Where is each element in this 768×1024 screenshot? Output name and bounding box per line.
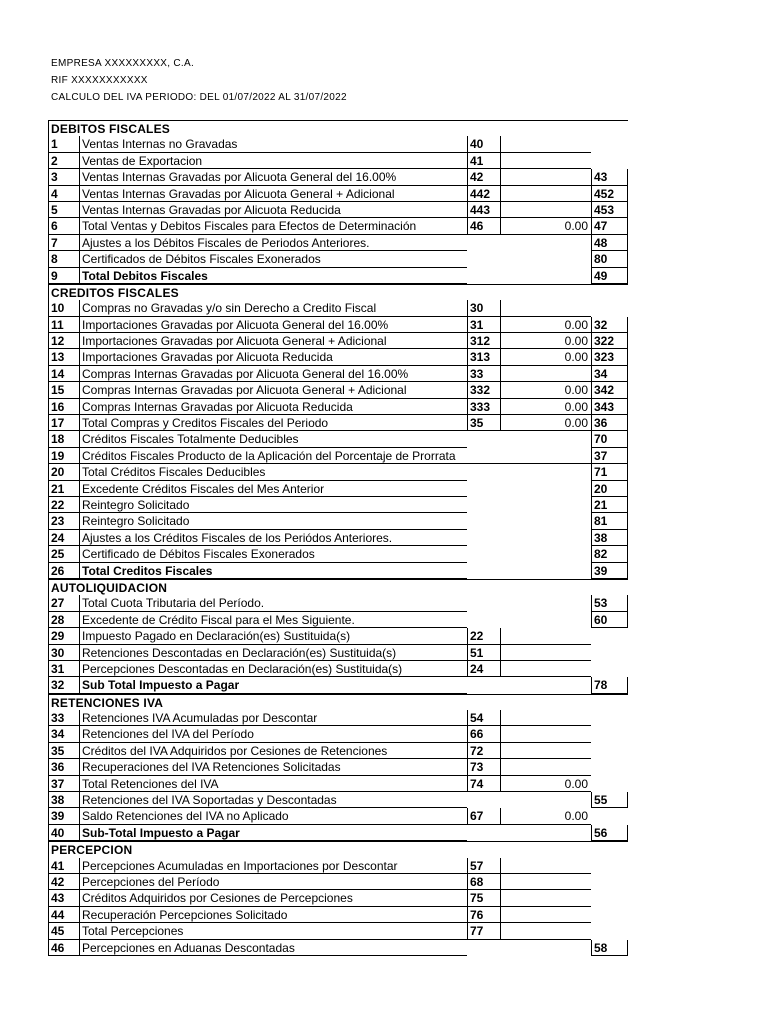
- line-description: Impuesto Pagado en Declaración(es) Sustituida(s): [79, 628, 467, 644]
- section-header-row: [48, 579, 628, 595]
- table-row: [48, 481, 628, 497]
- total-code: 343: [591, 399, 628, 415]
- total-code: 43: [591, 169, 628, 185]
- table-row: [48, 251, 628, 267]
- line-number: 7: [48, 235, 79, 251]
- field-code: 73: [467, 759, 500, 775]
- table-row: [48, 317, 628, 333]
- total-code: 47: [591, 218, 628, 234]
- line-description: Ajustes a los Créditos Fiscales de los Periódos Anteriores.: [79, 530, 467, 546]
- table-row: [48, 776, 628, 792]
- line-number: 17: [48, 415, 79, 431]
- field-code: 76: [467, 907, 500, 923]
- table-row: [48, 235, 628, 251]
- field-code: 31: [467, 317, 500, 333]
- line-description: Sub Total Impuesto a Pagar: [79, 677, 467, 693]
- line-description: Recuperaciones del IVA Retenciones Solicitadas: [79, 759, 467, 775]
- table-row: [48, 628, 628, 644]
- section-header-row: [48, 284, 628, 300]
- total-code: 49: [591, 268, 628, 284]
- table-row: [48, 710, 628, 726]
- section-title: AUTOLIQUIDACION: [48, 579, 628, 595]
- table-row: [48, 677, 628, 693]
- field-code: 312: [467, 333, 500, 349]
- line-number: 24: [48, 530, 79, 546]
- table-row: [48, 464, 628, 480]
- line-number: 22: [48, 497, 79, 513]
- field-code: 66: [467, 726, 500, 742]
- line-number: 43: [48, 890, 79, 906]
- table-row: [48, 202, 628, 218]
- line-description: Importaciones Gravadas por Alicuota General + Adicional: [79, 333, 467, 349]
- total-code: 55: [591, 792, 628, 808]
- total-code: 322: [591, 333, 628, 349]
- field-amount: [500, 923, 591, 939]
- field-amount: [500, 202, 591, 218]
- total-code: 82: [591, 546, 628, 562]
- line-number: 6: [48, 218, 79, 234]
- company-rif: RIF XXXXXXXXXXX: [51, 75, 148, 86]
- table-row: [48, 497, 628, 513]
- line-description: Retenciones del IVA del Período: [79, 726, 467, 742]
- field-code: 42: [467, 169, 500, 185]
- section-title: RETENCIONES IVA: [48, 694, 628, 710]
- field-amount: [500, 759, 591, 775]
- line-description: Compras Internas Gravadas por Alicuota General del 16.00%: [79, 366, 467, 382]
- company-name: EMPRESA XXXXXXXXX, C.A.: [51, 58, 195, 69]
- table-row: [48, 169, 628, 185]
- total-code: 48: [591, 235, 628, 251]
- section-header-row: [48, 694, 628, 710]
- total-code: 323: [591, 349, 628, 365]
- field-amount: 0.00: [500, 218, 591, 234]
- field-code: 75: [467, 890, 500, 906]
- line-number: 31: [48, 661, 79, 677]
- line-number: 39: [48, 808, 79, 824]
- total-code: 20: [591, 481, 628, 497]
- field-amount: [500, 366, 591, 382]
- line-description: Certificados de Débitos Fiscales Exonerados: [79, 251, 467, 267]
- line-number: 10: [48, 300, 79, 316]
- line-description: Ajustes a los Débitos Fiscales de Periodos Anteriores.: [79, 235, 467, 251]
- table-row: [48, 759, 628, 775]
- table-row: [48, 431, 628, 447]
- table-row: [48, 268, 628, 284]
- table-row: [48, 940, 628, 956]
- line-number: 27: [48, 595, 79, 611]
- line-description: Retenciones del IVA Soportadas y Descontadas: [79, 792, 467, 808]
- line-number: 37: [48, 776, 79, 792]
- line-number: 2: [48, 153, 79, 169]
- line-number: 15: [48, 382, 79, 398]
- line-description: Excedente de Crédito Fiscal para el Mes Siguiente.: [79, 612, 467, 628]
- line-description: Sub-Total Impuesto a Pagar: [79, 825, 467, 841]
- table-row: [48, 808, 628, 824]
- field-amount: 0.00: [500, 382, 591, 398]
- line-number: 14: [48, 366, 79, 382]
- table-row: [48, 513, 628, 529]
- total-code: 37: [591, 448, 628, 464]
- line-description: Excedente Créditos Fiscales del Mes Anterior: [79, 481, 467, 497]
- field-amount: [500, 628, 591, 644]
- line-number: 42: [48, 874, 79, 890]
- line-number: 32: [48, 677, 79, 693]
- line-description: Percepciones Acumuladas en Importaciones por Descontar: [79, 858, 467, 874]
- line-description: Percepciones del Período: [79, 874, 467, 890]
- field-amount: [500, 136, 591, 152]
- table-row: [48, 612, 628, 628]
- field-code: 333: [467, 399, 500, 415]
- table-row: [48, 333, 628, 349]
- line-number: 8: [48, 251, 79, 267]
- line-description: Total Cuota Tributaria del Período.: [79, 595, 467, 611]
- field-code: 77: [467, 923, 500, 939]
- field-amount: [500, 874, 591, 890]
- total-code: 81: [591, 513, 628, 529]
- line-description: Compras Internas Gravadas por Alicuota General + Adicional: [79, 382, 467, 398]
- field-code: 67: [467, 808, 500, 824]
- line-description: Recuperación Percepciones Solicitado: [79, 907, 467, 923]
- line-number: 30: [48, 645, 79, 661]
- line-number: 29: [48, 628, 79, 644]
- field-amount: [500, 726, 591, 742]
- table-row: [48, 923, 628, 939]
- field-code: 22: [467, 628, 500, 644]
- table-row: [48, 890, 628, 906]
- total-code: 38: [591, 530, 628, 546]
- field-amount: [500, 300, 591, 316]
- line-description: Reintegro Solicitado: [79, 513, 467, 529]
- table-row: [48, 186, 628, 202]
- line-description: Créditos Adquiridos por Cesiones de Percepciones: [79, 890, 467, 906]
- section-title: DEBITOS FISCALES: [48, 120, 628, 136]
- table-row: [48, 743, 628, 759]
- field-code: 41: [467, 153, 500, 169]
- field-code: 332: [467, 382, 500, 398]
- field-amount: [500, 645, 591, 661]
- report-period: CALCULO DEL IVA PERIODO: DEL 01/07/2022 AL 31/07/2022: [51, 92, 347, 103]
- total-code: 21: [591, 497, 628, 513]
- field-amount: 0.00: [500, 399, 591, 415]
- table-row: [48, 448, 628, 464]
- line-number: 36: [48, 759, 79, 775]
- field-code: 74: [467, 776, 500, 792]
- table-row: [48, 907, 628, 923]
- total-code: 39: [591, 563, 628, 579]
- line-number: 38: [48, 792, 79, 808]
- line-description: Total Créditos Fiscales Deducibles: [79, 464, 467, 480]
- field-amount: [500, 186, 591, 202]
- table-row: [48, 874, 628, 890]
- field-amount: 0.00: [500, 349, 591, 365]
- line-number: 34: [48, 726, 79, 742]
- table-row: [48, 153, 628, 169]
- table-row: [48, 349, 628, 365]
- table-row: [48, 825, 628, 841]
- field-code: 442: [467, 186, 500, 202]
- section-header-row: [48, 120, 628, 136]
- line-number: 3: [48, 169, 79, 185]
- table-row: [48, 136, 628, 152]
- total-code: 342: [591, 382, 628, 398]
- total-code: 53: [591, 595, 628, 611]
- field-amount: 0.00: [500, 415, 591, 431]
- line-description: Ventas Internas no Gravadas: [79, 136, 467, 152]
- total-code: 453: [591, 202, 628, 218]
- line-number: 33: [48, 710, 79, 726]
- line-number: 44: [48, 907, 79, 923]
- field-code: 33: [467, 366, 500, 382]
- line-number: 26: [48, 563, 79, 579]
- line-number: 20: [48, 464, 79, 480]
- field-code: 35: [467, 415, 500, 431]
- table-row: [48, 546, 628, 562]
- line-description: Total Compras y Creditos Fiscales del Periodo: [79, 415, 467, 431]
- table-row: [48, 399, 628, 415]
- table-row: [48, 563, 628, 579]
- line-description: Importaciones Gravadas por Alicuota General del 16.00%: [79, 317, 467, 333]
- line-number: 21: [48, 481, 79, 497]
- line-description: Percepciones Descontadas en Declaración(es) Sustituida(s): [79, 661, 467, 677]
- line-number: 19: [48, 448, 79, 464]
- field-amount: [500, 743, 591, 759]
- field-code: 24: [467, 661, 500, 677]
- table-row: [48, 858, 628, 874]
- total-code: 70: [591, 431, 628, 447]
- line-number: 46: [48, 940, 79, 956]
- line-description: Compras no Gravadas y/o sin Derecho a Credito Fiscal: [79, 300, 467, 316]
- line-description: Retenciones Descontadas en Declaración(es) Sustituida(s): [79, 645, 467, 661]
- total-code: 452: [591, 186, 628, 202]
- line-number: 25: [48, 546, 79, 562]
- table-row: [48, 645, 628, 661]
- field-amount: [500, 153, 591, 169]
- field-code: 30: [467, 300, 500, 316]
- line-number: 40: [48, 825, 79, 841]
- field-code: 57: [467, 858, 500, 874]
- total-code: 34: [591, 366, 628, 382]
- line-description: Total Percepciones: [79, 923, 467, 939]
- line-number: 16: [48, 399, 79, 415]
- line-description: Compras Internas Gravadas por Alicuota Reducida: [79, 399, 467, 415]
- line-number: 23: [48, 513, 79, 529]
- table-row: [48, 661, 628, 677]
- line-number: 41: [48, 858, 79, 874]
- section-title: CREDITOS FISCALES: [48, 284, 628, 300]
- total-code: 78: [591, 677, 628, 693]
- line-description: Ventas Internas Gravadas por Alicuota General + Adicional: [79, 186, 467, 202]
- table-row: [48, 415, 628, 431]
- iva-calculation-table: [48, 120, 628, 956]
- total-code: 71: [591, 464, 628, 480]
- field-amount: 0.00: [500, 317, 591, 333]
- total-code: 32: [591, 317, 628, 333]
- line-description: Importaciones Gravadas por Alicuota Reducida: [79, 349, 467, 365]
- line-description: Reintegro Solicitado: [79, 497, 467, 513]
- total-code: 58: [591, 940, 628, 956]
- total-code: 80: [591, 251, 628, 267]
- line-description: Ventas Internas Gravadas por Alicuota General del 16.00%: [79, 169, 467, 185]
- line-number: 35: [48, 743, 79, 759]
- line-description: Ventas Internas Gravadas por Alicuota Reducida: [79, 202, 467, 218]
- field-code: 313: [467, 349, 500, 365]
- field-amount: 0.00: [500, 333, 591, 349]
- line-description: Total Debitos Fiscales: [79, 268, 467, 284]
- table-row: [48, 300, 628, 316]
- field-code: 40: [467, 136, 500, 152]
- field-code: 72: [467, 743, 500, 759]
- line-number: 28: [48, 612, 79, 628]
- line-description: Saldo Retenciones del IVA no Aplicado: [79, 808, 467, 824]
- total-code: 56: [591, 825, 628, 841]
- line-description: Ventas de Exportacion: [79, 153, 467, 169]
- field-amount: [500, 661, 591, 677]
- line-number: 9: [48, 268, 79, 284]
- line-number: 18: [48, 431, 79, 447]
- line-description: Percepciones en Aduanas Descontadas: [79, 940, 467, 956]
- table-row: [48, 366, 628, 382]
- table-row: [48, 792, 628, 808]
- line-number: 13: [48, 349, 79, 365]
- section-title: PERCEPCION: [48, 841, 628, 857]
- field-code: 68: [467, 874, 500, 890]
- line-description: Total Ventas y Debitos Fiscales para Efectos de Determinación: [79, 218, 467, 234]
- line-number: 5: [48, 202, 79, 218]
- total-code: 60: [591, 612, 628, 628]
- line-description: Créditos del IVA Adquiridos por Cesiones de Retenciones: [79, 743, 467, 759]
- line-number: 1: [48, 136, 79, 152]
- field-amount: 0.00: [500, 808, 591, 824]
- line-number: 45: [48, 923, 79, 939]
- line-description: Total Creditos Fiscales: [79, 563, 467, 579]
- table-row: [48, 595, 628, 611]
- field-code: 54: [467, 710, 500, 726]
- table-row: [48, 218, 628, 234]
- section-header-row: [48, 841, 628, 857]
- field-amount: 0.00: [500, 776, 591, 792]
- line-description: Total Retenciones del IVA: [79, 776, 467, 792]
- field-amount: [500, 710, 591, 726]
- line-description: Créditos Fiscales Producto de la Aplicación del Porcentaje de Prorrata: [79, 448, 591, 464]
- field-amount: [500, 858, 591, 874]
- line-description: Créditos Fiscales Totalmente Deducibles: [79, 431, 467, 447]
- total-code: 36: [591, 415, 628, 431]
- field-code: 46: [467, 218, 500, 234]
- line-number: 4: [48, 186, 79, 202]
- field-code: 443: [467, 202, 500, 218]
- field-amount: [500, 169, 591, 185]
- field-amount: [500, 890, 591, 906]
- table-row: [48, 726, 628, 742]
- line-number: 12: [48, 333, 79, 349]
- line-number: 11: [48, 317, 79, 333]
- field-code: 51: [467, 645, 500, 661]
- line-description: Certificado de Débitos Fiscales Exonerados: [79, 546, 467, 562]
- table-row: [48, 530, 628, 546]
- line-description: Retenciones IVA Acumuladas por Descontar: [79, 710, 467, 726]
- field-amount: [500, 907, 591, 923]
- table-row: [48, 382, 628, 398]
